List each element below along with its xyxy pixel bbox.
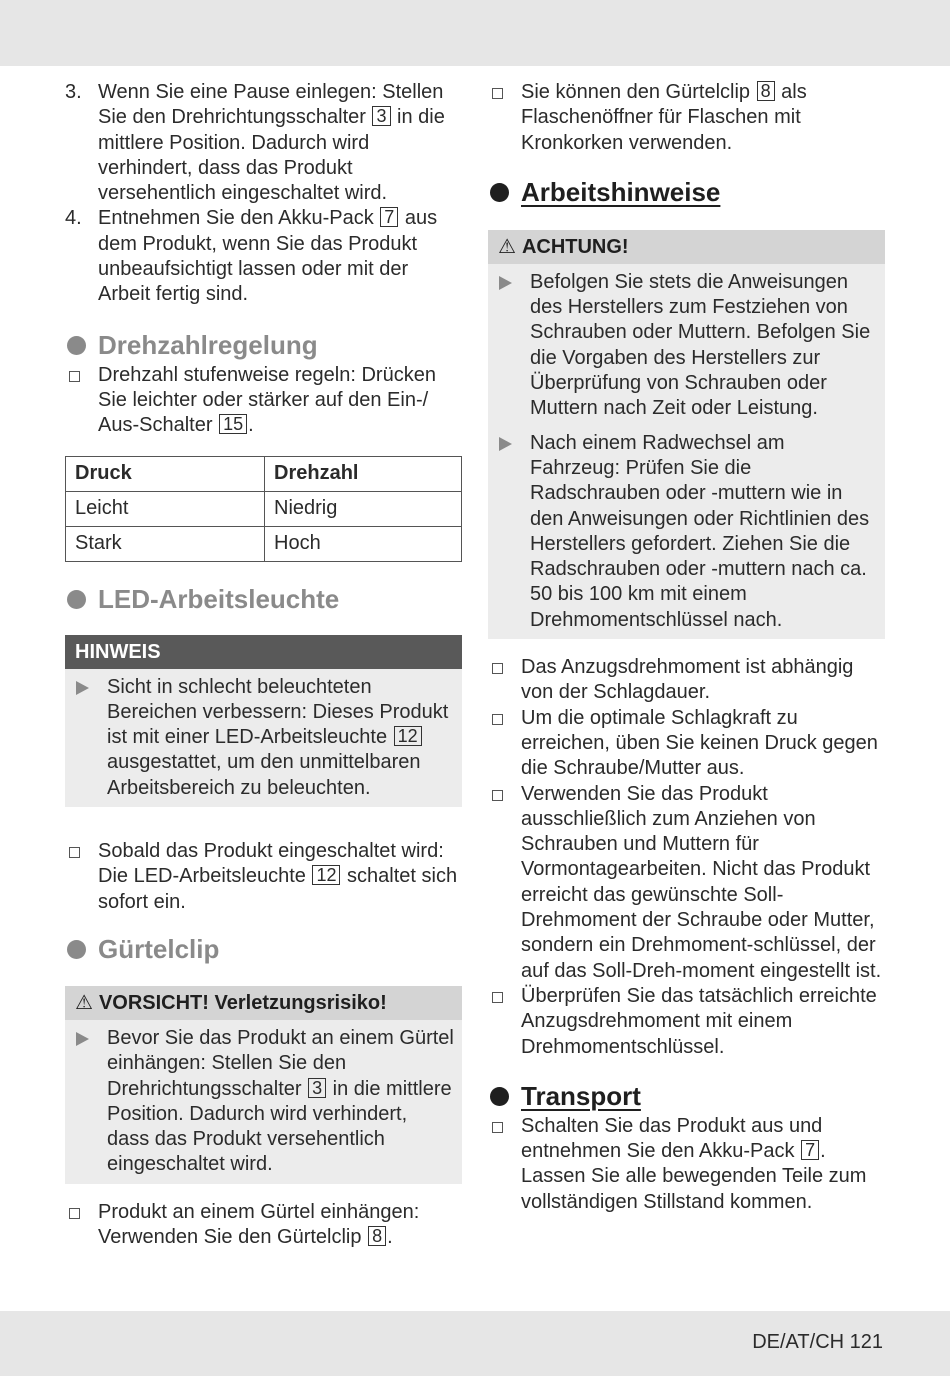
attention-box xyxy=(488,230,885,639)
triangle-bullet-icon xyxy=(499,437,512,451)
ref-number: 3 xyxy=(308,1078,326,1098)
bullet-dot-icon xyxy=(490,183,509,202)
ref-number: 8 xyxy=(368,1226,386,1246)
list-item: Überprüfen Sie das tatsächlich erreichte Anzugsdrehmoment mit einem Drehmomentschlüssel. xyxy=(488,984,885,1060)
triangle-bullet-icon xyxy=(499,276,512,290)
heading-drehzahlregelung: Drehzahlregelung xyxy=(65,329,462,361)
step-4: 4. Entnehmen Sie den Akku-Pack 7 aus dem Produkt, wenn Sie das Produkt unbeaufsichtigt lassen oder mit der Arbeit fertig sind. xyxy=(65,207,438,306)
table-cell: Stark xyxy=(66,526,265,561)
table-header-cell: Druck xyxy=(66,456,265,491)
attention-title: ⚠ ACHTUNG! xyxy=(488,230,885,264)
caution-item: Bevor Sie das Produkt an einem Gürtel einhängen: Stellen Sie den Drehrichtungsschalter 3 in die mittlere Position. Dadurch wird verhindert, dass das Produkt versehentlich eingeschaltet wird. xyxy=(65,1026,462,1178)
ref-number: 15 xyxy=(219,414,247,434)
hint-item: Sicht in schlecht beleuchteten Bereichen verbessern: Dieses Produkt ist mit einer LED-Arbeitsleuchte 12 ausgestattet, um den unmittelbaren Arbeitsbereich zu beleuchten. xyxy=(65,675,462,801)
warning-triangle-icon: ⚠ xyxy=(498,235,516,258)
ref-number: 8 xyxy=(757,81,775,101)
list-item: Um die optimale Schlagkraft zu erreichen, üben Sie keinen Druck gegen die Schraube/Mutter aus. xyxy=(488,706,885,782)
right-column xyxy=(488,80,885,1215)
ref-number: 3 xyxy=(372,106,390,126)
square-bullet-icon xyxy=(492,992,503,1003)
heading-guertelclip: Gürtelclip xyxy=(65,933,462,965)
square-bullet-icon xyxy=(69,371,80,382)
left-column xyxy=(65,80,462,1250)
triangle-bullet-icon xyxy=(76,1032,89,1046)
bullet-dot-icon xyxy=(67,590,86,609)
square-bullet-icon xyxy=(492,663,503,674)
table-cell: Hoch xyxy=(265,526,462,561)
table-row xyxy=(66,491,462,526)
ref-number: 7 xyxy=(380,207,398,227)
table-cell: Niedrig xyxy=(265,491,462,526)
speed-table xyxy=(65,456,462,562)
ref-number: 12 xyxy=(394,726,422,746)
caution-box xyxy=(65,986,462,1184)
warning-triangle-icon: ⚠ xyxy=(75,991,93,1014)
hint-title: HINWEIS xyxy=(65,635,462,669)
table-row xyxy=(66,526,462,561)
list-item: Verwenden Sie das Produkt ausschließlich zum Anziehen von Schrauben und Muttern für Vormontagearbeiten. Nicht das Produkt erreicht das gewünschte Soll-Drehmoment der Schraube oder Mutter, sondern ein Drehmoment-schlüssel, der auf das Soll-Dreh-moment eingestellt ist. xyxy=(488,782,885,984)
hint-box xyxy=(65,635,462,807)
header-bar xyxy=(0,0,950,66)
list-item: Drehzahl stufenweise regeln: Drücken Sie leichter oder stärker auf den Ein-/ Aus-Schalter 15 . xyxy=(65,363,462,439)
page-number: DE/AT/CH 121 xyxy=(752,1331,883,1353)
table-header-cell: Drehzahl xyxy=(265,456,462,491)
list-item: Sobald das Produkt eingeschaltet wird: Die LED-Arbeitsleuchte 12 schaltet sich sofort ein. xyxy=(65,839,462,915)
attention-item: Nach einem Radwechsel am Fahrzeug: Prüfen Sie die Radschrauben oder -muttern wie in den Anweisungen oder Richtlinien des Herstellers gefordert. Ziehen Sie die Radschrauben oder -muttern nach ca. 50 bis 100 km mit einem Drehmomentschlüssel nach. xyxy=(488,431,885,633)
table-cell: Leicht xyxy=(66,491,265,526)
triangle-bullet-icon xyxy=(76,681,89,695)
list-item: Sie können den Gürtelclip 8 als Flaschenöffner für Flaschen mit Kronkorken verwenden. xyxy=(488,80,885,156)
ref-number: 7 xyxy=(801,1140,819,1160)
bullet-dot-icon xyxy=(490,1087,509,1106)
list-item: Schalten Sie das Produkt aus und entnehmen Sie den Akku-Pack 7 . Lassen Sie alle bewegenden Teile zum vollständigen Stillstand kommen. xyxy=(488,1114,885,1215)
square-bullet-icon xyxy=(492,88,503,99)
square-bullet-icon xyxy=(69,847,80,858)
step-3: 3. Wenn Sie eine Pause einlegen: Stellen Sie den Drehrichtungsschalter 3 in die mittlere Position. Dadurch wird verhindert, dass das Produkt versehentlich eingeschaltet wird. xyxy=(65,81,445,205)
table-header-row xyxy=(66,456,462,491)
bullet-dot-icon xyxy=(67,336,86,355)
square-bullet-icon xyxy=(492,790,503,801)
caution-title: ⚠ VORSICHT! Verletzungsrisiko! xyxy=(65,986,462,1020)
attention-item: Befolgen Sie stets die Anweisungen des Herstellers zum Festziehen von Schrauben oder Muttern. Befolgen Sie die Vorgaben des Herstellers zur Überprüfung von Schrauben oder Muttern nach Zeit oder Leistung. xyxy=(488,270,885,422)
heading-transport: Transport xyxy=(488,1080,885,1112)
bullet-dot-icon xyxy=(67,940,86,959)
list-item: Produkt an einem Gürtel einhängen: Verwenden Sie den Gürtelclip 8 . xyxy=(65,1200,462,1251)
heading-led: LED-Arbeitsleuchte xyxy=(65,583,462,615)
heading-arbeitshinweise: Arbeitshinweise xyxy=(488,176,885,208)
square-bullet-icon xyxy=(492,1122,503,1133)
ref-number: 12 xyxy=(312,865,340,885)
square-bullet-icon xyxy=(492,714,503,725)
square-bullet-icon xyxy=(69,1208,80,1219)
list-item: Das Anzugsdrehmoment ist abhängig von der Schlagdauer. xyxy=(488,655,885,706)
